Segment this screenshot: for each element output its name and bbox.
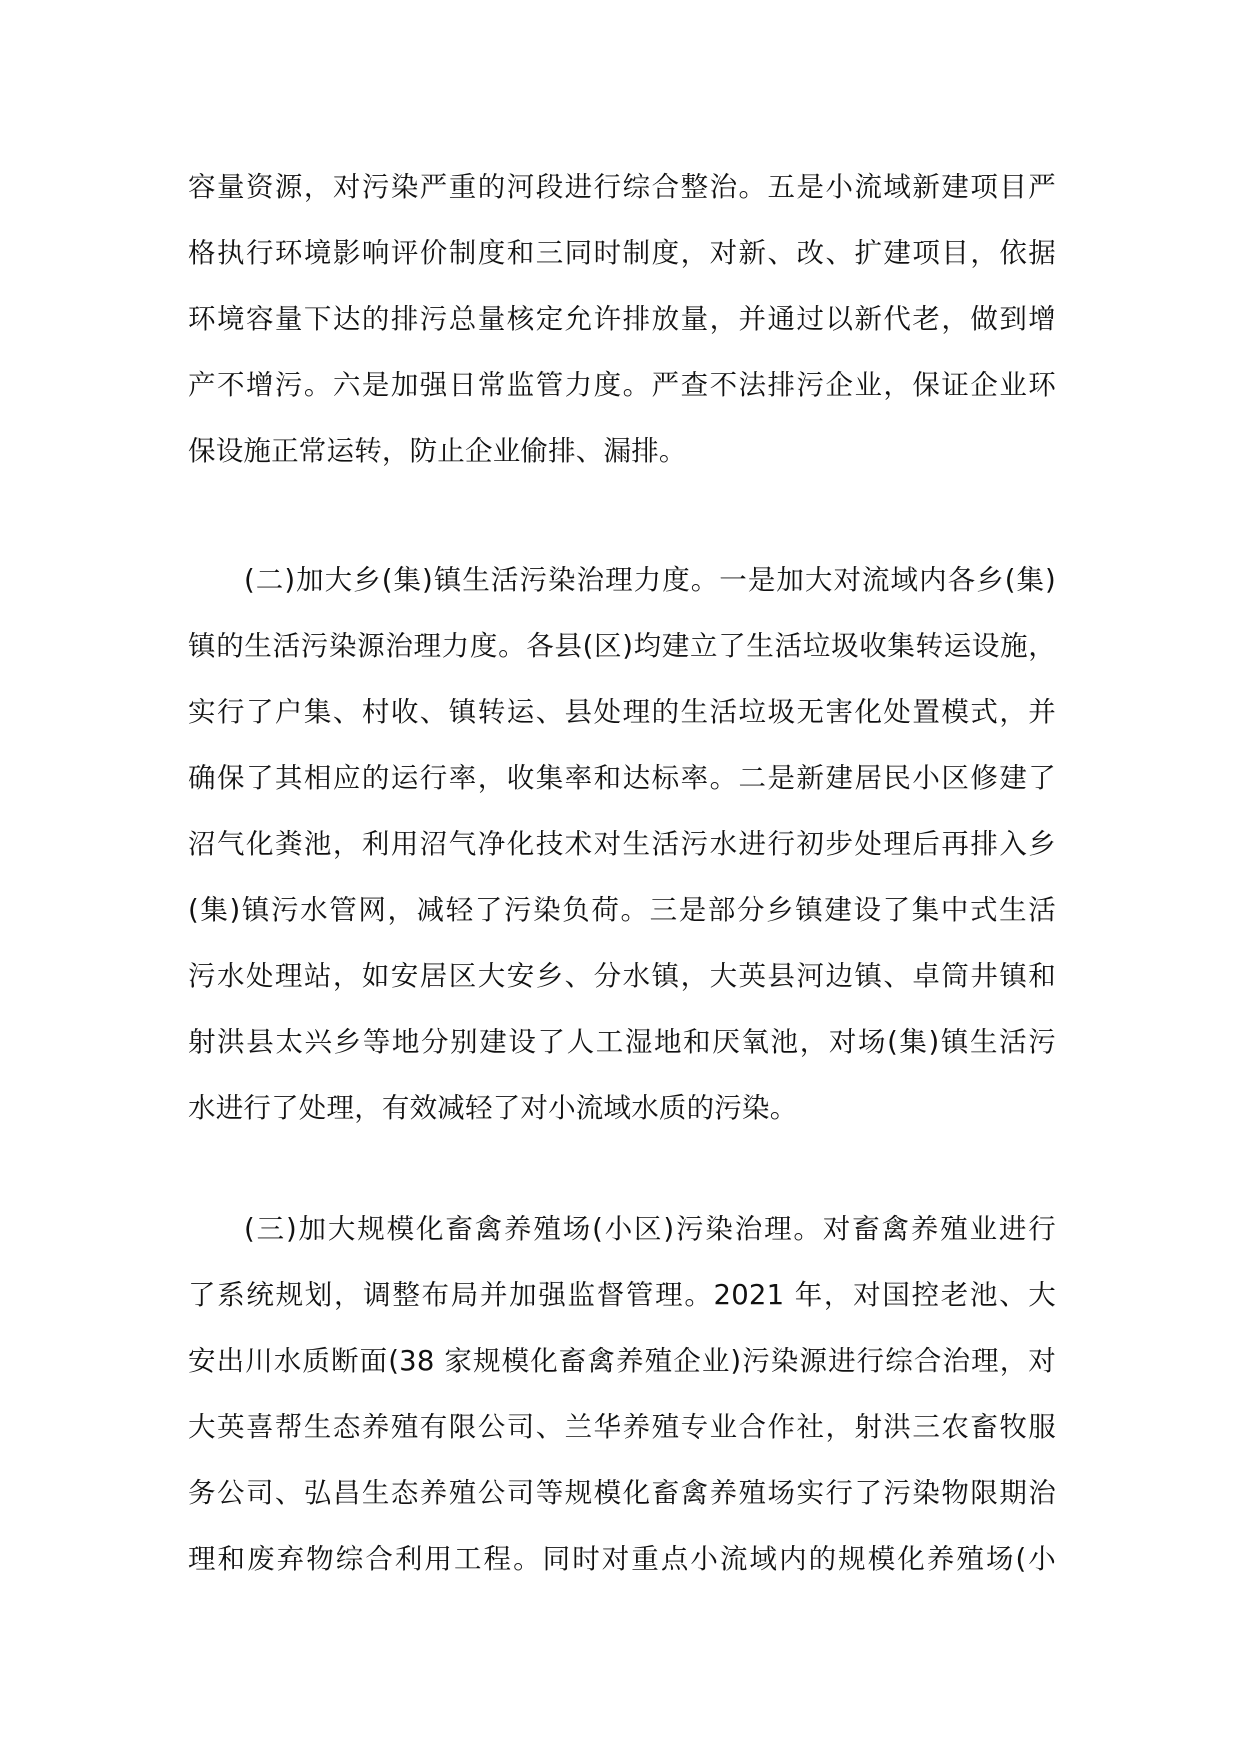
text-line: 射洪县太兴乡等地分别建设了人工湿地和厌氧池，对场(集)镇生活污	[188, 1026, 1056, 1058]
text-line: 确保了其相应的运行率，收集率和达标率。二是新建居民小区修建了	[188, 762, 1056, 794]
text-line: 污水处理站，如安居区大安乡、分水镇，大英县河边镇、卓筒井镇和	[188, 960, 1056, 992]
paragraph-2	[188, 547, 1056, 1141]
text-line: 安出川水质断面(38 家规模化畜禽养殖企业)污染源进行综合治理，对	[188, 1345, 1056, 1377]
text-line: (二)加大乡(集)镇生活污染治理力度。一是加大对流域内各乡(集)	[244, 564, 1056, 596]
text-line: 容量资源，对污染严重的河段进行综合整治。五是小流域新建项目严	[188, 171, 1056, 203]
text-line: 务公司、弘昌生态养殖公司等规模化畜禽养殖场实行了污染物限期治	[188, 1477, 1056, 1509]
text-line: (三)加大规模化畜禽养殖场(小区)污染治理。对畜禽养殖业进行	[244, 1213, 1056, 1245]
text-line: 环境容量下达的排污总量核定允许排放量，并通过以新代老，做到增	[188, 303, 1056, 335]
text-line: (集)镇污水管网，减轻了污染负荷。三是部分乡镇建设了集中式生活	[188, 894, 1056, 926]
text-line: 了系统规划，调整布局并加强监督管理。2021 年，对国控老池、大	[188, 1279, 1056, 1311]
text-line: 格执行环境影响评价制度和三同时制度，对新、改、扩建项目，依据	[188, 237, 1056, 269]
text-line: 大英喜帮生态养殖有限公司、兰华养殖专业合作社，射洪三农畜牧服	[188, 1411, 1056, 1443]
paragraph-1	[188, 154, 1056, 484]
text-line: 实行了户集、村收、镇转运、县处理的生活垃圾无害化处置模式，并	[188, 696, 1056, 728]
text-line: 水进行了处理，有效减轻了对小流域水质的污染。	[188, 1092, 798, 1124]
paragraph-3	[188, 1196, 1056, 1592]
text-line: 理和废弃物综合利用工程。同时对重点小流域内的规模化养殖场(小	[188, 1543, 1056, 1575]
text-line: 产不增污。六是加强日常监管力度。严查不法排污企业，保证企业环	[188, 369, 1056, 401]
text-line: 镇的生活污染源治理力度。各县(区)均建立了生活垃圾收集转运设施，	[188, 630, 1056, 662]
text-line: 沼气化粪池，利用沼气净化技术对生活污水进行初步处理后再排入乡	[188, 828, 1056, 860]
text-line: 保设施正常运转，防止企业偷排、漏排。	[188, 435, 687, 467]
